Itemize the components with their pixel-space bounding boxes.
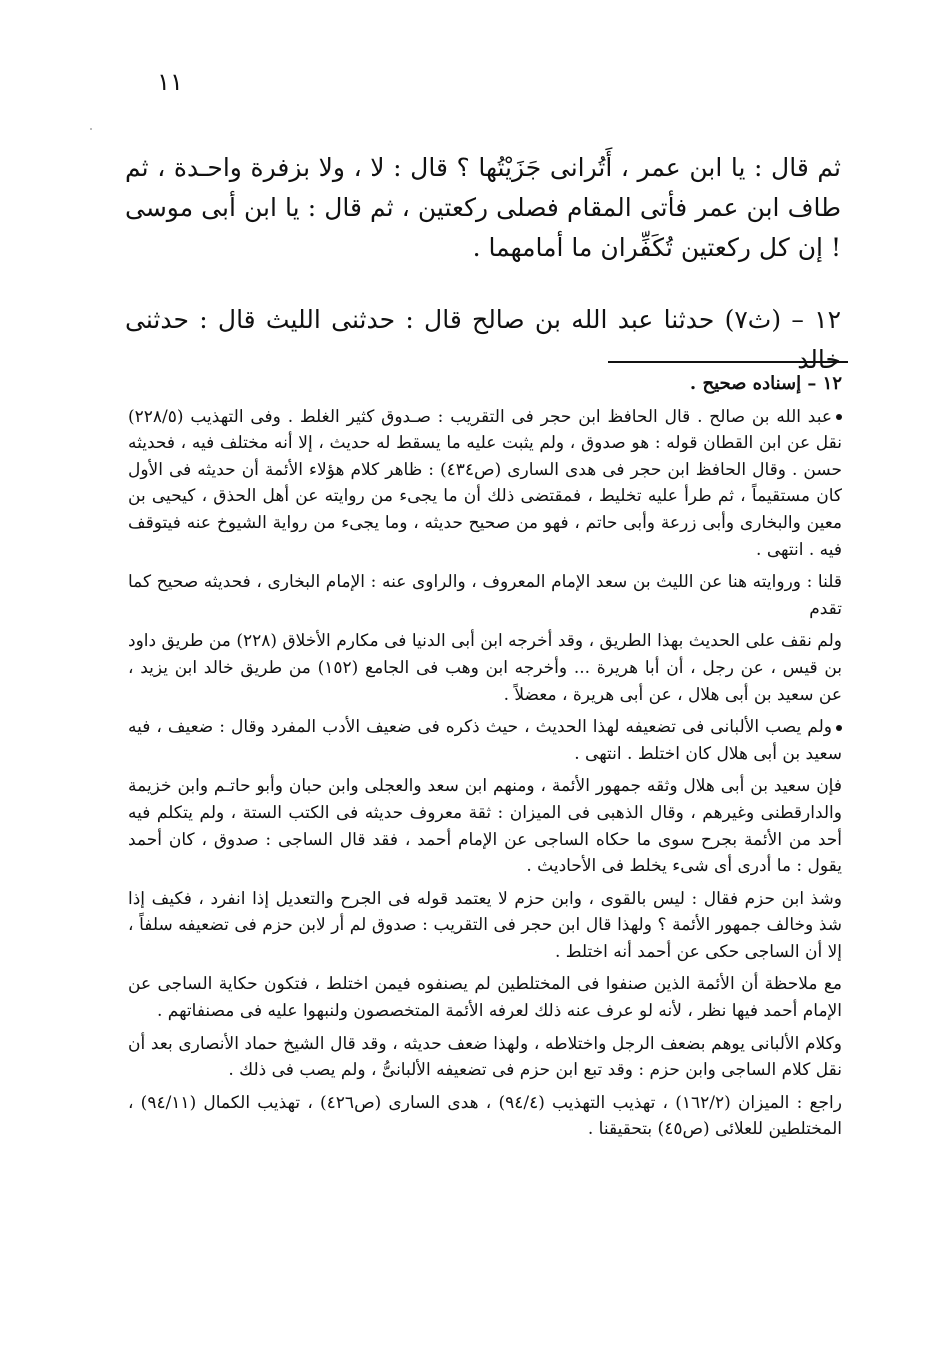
footnote-text: عبد الله بن صالح . قال الحافظ ابن حجر فى التقريب : صـدوق كثير الغلط . وفى التهذيب (٢٢٨/٥) نقل عن ابن القطان قوله : هو صدوق ، ولم يثبت عليه ما يسقط له حديث ، إلا أنه مختلف فيه ، فحديثه حسن . وقال الحافظ ابن حجر فى هدى السارى (ص٤٣٤) : ظاهر كلام هؤلاء الأئمة أن حديثه فى الأول كان مستقيماً ، ثم طرأ عليه تخليط ، فمقتضى ذلك أن ما يجىء من روايته عن أهل الحذق ، كيحيى بن معين والبخارى وأبى زرعة وأبى حاتم ، فهو من صحيح حديثه ، وما يجىء من رواية الشيوخ عنه فيتوقف فيه . انتهى . bbox=[128, 406, 842, 560]
footnote-heading: ١٢ – إسناده صحيح . bbox=[689, 373, 842, 394]
scan-speck bbox=[90, 128, 92, 130]
footnote-paragraph bbox=[128, 714, 842, 767]
footnote-paragraph: وشذ ابن حزم فقال : ليس بالقوى ، وابن حزم لا يعتمد قوله فى الجرح والتعديل إذا انفرد ، فكيف إذا شذ وخالف جمهور الأئمة ؟ ولهذا قال ابن حجر فى التقريب : صدوق لم أر لابن حزم فى تضعيفه سلفاً ، إلا أن الساجى حكى عن أحمد أنه اختلط . bbox=[128, 888, 842, 962]
main-text-block bbox=[125, 148, 841, 268]
footnote-paragraph: وكلام الألبانى يوهم بضعف الرجل واختلاطه ، ولهذا ضعف حديثه ، وقد قال الشيخ حماد الأنصارى بعد أن نقل كلام الساجى وابن حزم : وقد تبع ابن حزم فى تضعيفه الألبانىُّ ، ولم يصب فى ذلك . bbox=[128, 1033, 842, 1081]
hadith-12-opening: ١٢ – (ث٧) حدثنا عبد الله بن صالح قال : حدثنى الليث قال : حدثنى خالد bbox=[125, 305, 841, 374]
main-paragraph: ثم قال : يا ابن عمر ، أَتُرانى جَزَيْتُها ؟ قال : لا ، ولا بزفرة واحـدة ، ثم طاف ابن عمر فأتى المقام فصلى ركعتين ، ثم قال : يا ابن أبى موسى ! إن كل ركعتين تُكَفِّران ما أمامهما . bbox=[125, 153, 841, 262]
footnote-paragraph: فإن سعيد بن أبى هلال وثقه جمهور الأئمة ، ومنهم ابن سعد والعجلى وابن حبان وأبو حاتـم وابن خزيمة والدارقطنى وغيرهم ، وقال الذهبى فى الميزان : ثقة معروف حديثه فى الكتب الستة ، ولم يتكلم فيه أحد من الأئمة بجرح سوى ما حكاه الساجى عن الإمام أحمد ، فقد قال الساجى : صدوق ، كان أحمد يقول : ما أدرى أى شىء يخلط فى الأحاديث . bbox=[128, 776, 842, 877]
footnote-paragraph: قلنا : وروايته هنا عن الليث بن سعد الإمام المعروف ، والراوى عنه : الإمام البخارى ، فحديثه صحيح كما تقدم bbox=[128, 572, 842, 619]
footnote-separator bbox=[608, 361, 848, 363]
bullet-dot-icon bbox=[836, 414, 842, 420]
footnote-references: راجع : الميزان (١٦٢/٢) ، تهذيب التهذيب (٩٤/٤) ، هدى السارى (ص٤٢٦) ، تهذيب الكمال (٩٤/١١) ، المختلطين للعلائى (ص٤٥) بتحقيقنا . bbox=[128, 1092, 842, 1140]
footnote-paragraph: ولم نقف على الحديث بهذا الطريق ، وقد أخرجه ابن أبى الدنيا فى مكارم الأخلاق (٢٢٨) من طريق داود بن قيس ، عن رجل ، أن أبا هريرة ... وأخرجه ابن وهب فى الجامع (١٥٢) من طريق خالد ابن يزيد ، عن سعيد بن أبى هلال ، عن أبى هريرة ، معضلاً . bbox=[128, 631, 842, 705]
footnote-paragraph: مع ملاحظة أن الأئمة الذين صنفوا فى المختلطين لم يصنفوه فيمن اختلط ، فتكون حكاية الساجى عن الإمام أحمد فيها نظر ، لأنه لو عرف عنه ذلك لعرفه الأئمة المتخصصون ولنبهوا عليه فى مصنفاتهم . bbox=[128, 974, 842, 1022]
footnote-text: ولم يصب الألبانى فى تضعيفه لهذا الحديث ، حيث ذكره فى ضعيف الأدب المفرد وقال : ضعيف ، فيه سعيد بن أبى هلال كان اختلط . انتهى . bbox=[128, 717, 842, 764]
bullet-dot-icon bbox=[836, 725, 842, 731]
footnote-paragraph bbox=[128, 404, 842, 564]
page-number: ١١ bbox=[157, 68, 183, 96]
footnotes bbox=[128, 371, 842, 1149]
